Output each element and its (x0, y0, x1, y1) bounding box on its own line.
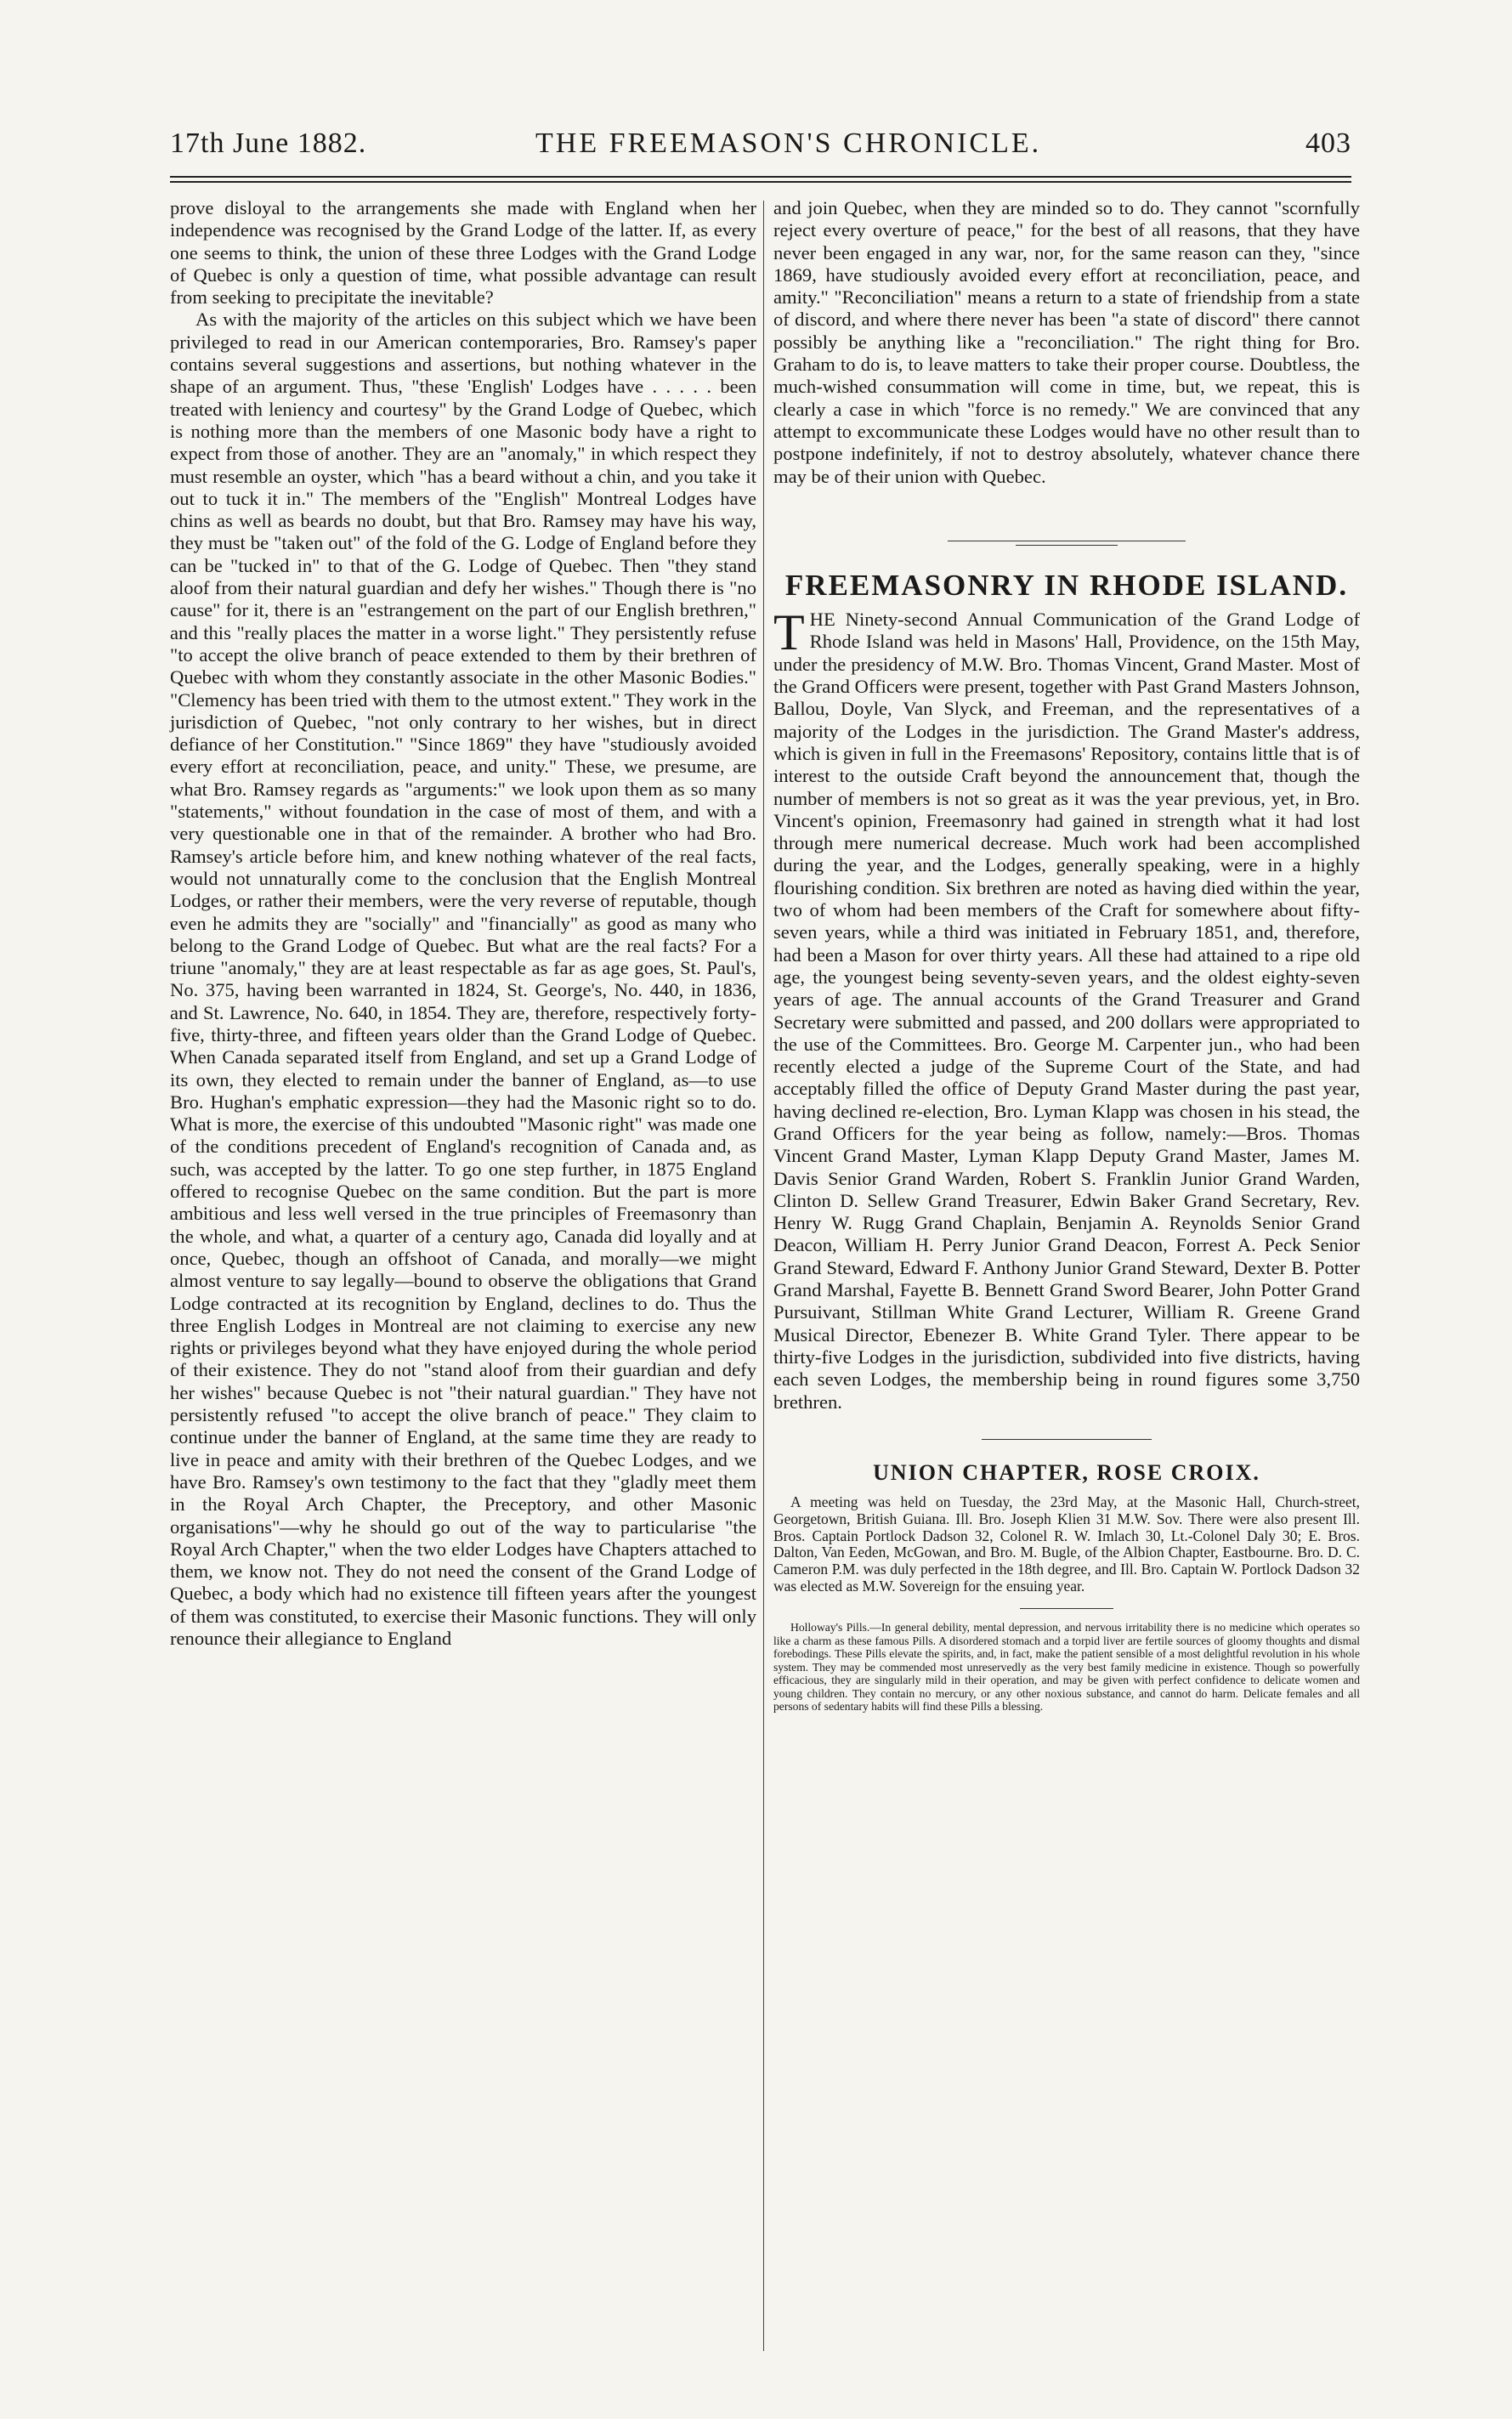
chapter-ornament-rule (982, 1439, 1152, 1440)
article-continuation: and join Quebec, when they are minded so to do. They cannot "scornfully reject every overture of peace," for the best of all reasons, that they have never been engaged in any war, nor, for the same reason can they, "since 1869, have studiously avoided every effort at reconciliation, peace, and amity." "Reconciliation" means a return to a state of friendship from a state of discord, and where there never has been "a state of discord" there cannot possibly be anything like a "reconciliation." The right thing for Bro. Graham to do is, to leave matters to take their proper course. Doubtless, the much-wished consummation will come in time, but, we repeat, this is clearly a case in which "force is no remedy." We are convinced that any attempt to excommunicate these Lodges would have no other result than to postpone indefinitely, if not to destroy absolutely, whatever chance there may be of their union with Quebec. (773, 197, 1360, 487)
chapter-body: A meeting was held on Tuesday, the 23rd May, at the Masonic Hall, Church-street, Georgetown, British Guiana. Ill. Bro. Joseph Klien 31 M.W. Sov. There were also present Ill. Bros. Captain Portlock Dadson 32, Colonel R. W. Imlach 30, Lt.-Colonel Daly 30; E. Bros. Dalton, Van Eeden, McGowan, and Bro. M. Bugle, of the Albion Chapter, Eastbourne. Bro. D. C. Cameron P.M. was duly perfected in the 18th degree, and Ill. Bro. Captain W. Portlock Dadson 32 was elected as M.W. Sovereign for the ensuing year. (773, 1493, 1360, 1595)
right-column (773, 197, 1360, 2339)
left-column (170, 197, 756, 2339)
article-paragraph: As with the majority of the articles on this subject which we have been privileged to read in our American contemporaries, Bro. Ramsey's paper contains several suggestions and assertions, but nothing whatever in the shape of an argument. Thus, "these 'English' Lodges have . . . . . been treated with leniency and courtesy" by the Grand Lodge of Quebec, which is nothing more than the members of one Masonic body have a right to expect from those of another. They are an "anomaly," in which respect they must resemble an oyster, which "has a beard without a chin, and you take it out to tuck it in." The members of the "English" Montreal Lodges have chins as well as beards no doubt, but that Bro. Ramsey may have his way, they must be "taken out" of the fold of the G. Lodge of England before they can be "tucked in" to that of the G. Lodge of Quebec. Then "they stand aloof from their natural guardian and defy her wishes." Though there is "no cause" for it, there is an "estrangement on the part of our English brethren," and this "really places the matter in a worse light." They persistently refuse "to accept the olive branch of peace extended to them by their brethren of Quebec with whom they constantly associate in the other Masonic Bodies." "Clemency has been tried with them to the utmost extent." They work in the jurisdiction of Quebec, "not only contrary to her wishes, but in direct defiance of her Constitution." "Since 1869" they have "studiously avoided every effort at reconciliation, peace, and unity." These, we presume, are what Bro. Ramsey regards as "arguments:" we look upon them as so many "statements," without foundation in the case of most of them, and with a very questionable one in that of the remainder. A brother who had Bro. Ramsey's article before him, and knew nothing whatever of the real facts, would not unnaturally come to the conclusion that the English Montreal Lodges, or rather their members, were the very reverse of reputable, though even he admits they are "socially" and "financially" as good as many who belong to the Grand Lodge of Quebec. But what are the real facts? For a triune "anomaly," they are at least respectable as far as age goes, St. Paul's, No. 375, having been warranted in 1824, St. George's, No. 440, in 1836, and St. Lawrence, No. 640, in 1854. They are, therefore, respectively forty-five, thirty-three, and fifteen years older than the Grand Lodge of Quebec. When Canada separated itself from England, and set up a Grand Lodge of its own, they elected to remain under the banner of England, as—to use Bro. Hughan's emphatic expression—they had the Masonic right so to do. What is more, the exercise of this undoubted "Masonic right" was made one of the conditions precedent of England's recognition of Canada and, as such, was accepted by the latter. To go one step further, in 1875 England offered to recognise Quebec on the same condition. But the part is more ambitious and less well versed in the true principles of Freemasonry than the whole, and what, a quarter of a century ago, Canada did loyally and at once, Quebec, though an offshoot of Canada, and morally—we might almost venture to say legally—bound to observe the obligations that Grand Lodge contracted at its recognition by England, declines to do. Thus the three English Lodges in Montreal are not claiming to exercise any new rights or privileges beyond what they have enjoyed during the whole period of their existence. They do not "stand aloof from their guardian and defy her wishes" because Quebec is not "their natural guardian." They have not persistently refused "to accept the olive branch of peace." They claim to continue under the banner of England, at the same time they are ready to live in peace and amity with their brethren of the Quebec Lodges, and we have Bro. Ramsey's own testimony to the fact that they "gladly meet them in the Royal Arch Chapter, the Preceptory, and other Masonic organisations"—why he should go out of the way to particularise "the Royal Arch Chapter," when the two elder Lodges have Chapters attached to them, we know not. They do not need the consent of the Grand Lodge of Quebec, a body which had no existence till fifteen years after the youngest of them was constituted, to exercise their Masonic functions. They will only renounce their allegiance to England (170, 309, 756, 1649)
page-number: 403 (1305, 127, 1351, 159)
article-paragraph: prove disloyal to the arrangements she made with England when her independence was recognised by the Grand Lodge of the latter. If, as every one seems to think, the union of these three Lodges with the Grand Lodge of Quebec is only a question of time, what possible advantage can result from seeking to precipitate the inevitable? (170, 197, 756, 309)
publication-title: THE FREEMASON'S CHRONICLE. (535, 127, 1042, 159)
header-rule-top (170, 176, 1351, 178)
section-ornament-rule-short (1016, 545, 1118, 546)
section-body-text: HE Ninety-second Annual Communication of the Grand Lodge of Rhode Island was held in Masons' Hall, Providence, on the 15th May, under the presidency of M.W. Bro. Thomas Vincent, Grand Master. Most of the Grand Officers were present, together with Past Grand Masters Johnson, Ballou, Doyle, Van Slyck, and Freeman, and the representatives of a majority of the Lodges in the jurisdiction. The Grand Master's address, which is given in full in the Freemasons' Repository, contains little that is of interest to the outside Craft beyond the announcement that, though the number of members is not so great as it was the year previous, yet, in Bro. Vincent's opinion, Freemasonry had gained in strength what it had lost through mere numerical decrease. Much work had been accomplished during the year, and the Lodges, generally speaking, were in a highly flourishing condition. Six brethren are noted as having died within the year, two of whom had been members of the Craft for somewhere about fifty-seven years, while a third was initiated in February 1851, and, therefore, had been a Mason for over thirty years. All these had attained to a ripe old age, the youngest being seventy-seven years, and the oldest eighty-seven years of age. The annual accounts of the Grand Treasurer and Grand Secretary were submitted and passed, and 200 dollars were appropriated to the use of the Committees. Bro. George M. Carpenter jun., who had been recently elected a judge of the Supreme Court of the State, and had acceptably filled the office of Deputy Grand Master during the past year, having declined re-election, Bro. Lyman Klapp was chosen in his stead, the Grand Officers for the year being as follow, namely:—Bros. Thomas Vincent Grand Master, Lyman Klapp Deputy Grand Master, James M. Davis Senior Grand Warden, Robert S. Franklin Junior Grand Warden, Clinton D. Sellew Grand Treasurer, Edwin Baker Grand Secretary, Rev. Henry W. Rugg Grand Chaplain, Benjamin A. Reynolds Senior Grand Deacon, William H. Perry Junior Grand Deacon, Forrest A. Peck Senior Grand Steward, Edward F. Anthony Junior Grand Steward, Dexter B. Potter Grand Marshal, Fayette B. Bennett Grand Sword Bearer, John Potter Grand Pursuivant, Stillman White Grand Lecturer, William R. Greene Grand Musical Director, Ebenezer B. White Grand Tyler. There appear to be thirty-five Lodges in the jurisdiction, subdivided into five districts, having each seven Lodges, the membership being in round figures some 3,750 brethren. (773, 609, 1360, 1413)
chapter-report (773, 1494, 1360, 1595)
advert-ornament-rule (1020, 1608, 1113, 1609)
section-title: FREEMASONRY IN RHODE ISLAND. (784, 568, 1349, 602)
chapter-title: UNION CHAPTER, ROSE CROIX. (873, 1459, 1260, 1485)
page-header (170, 127, 1351, 170)
column-divider (763, 201, 764, 2351)
section-body (773, 604, 1360, 1413)
advert-body: Holloway's Pills.—In general debility, mental depression, and nervous irritability there is no medicine which operates so like a charm as these famous Pills. A disordered stomach and a torpid liver are fertile sources of gloomy thoughts and dismal forebodings. These Pills elevate the spirits, and, in fact, make the patient sensible of a most delightful revolution in his whole system. They may be commended most unreservedly as the very best family medicine in existence. Though so powerfully efficacious, they are singularly mild in their operation, and may be given with perfect confidence to delicate women and young children. They contain no mercury, or any other noxious substance, and cannot do harm. Delicate females and all persons of sedentary habits will find these Pills a blessing. (773, 1621, 1360, 1714)
drop-cap: T (773, 604, 805, 661)
header-rule-bottom (170, 181, 1351, 183)
issue-date: 17th June 1882. (170, 127, 367, 159)
advertisement (773, 1621, 1360, 1714)
